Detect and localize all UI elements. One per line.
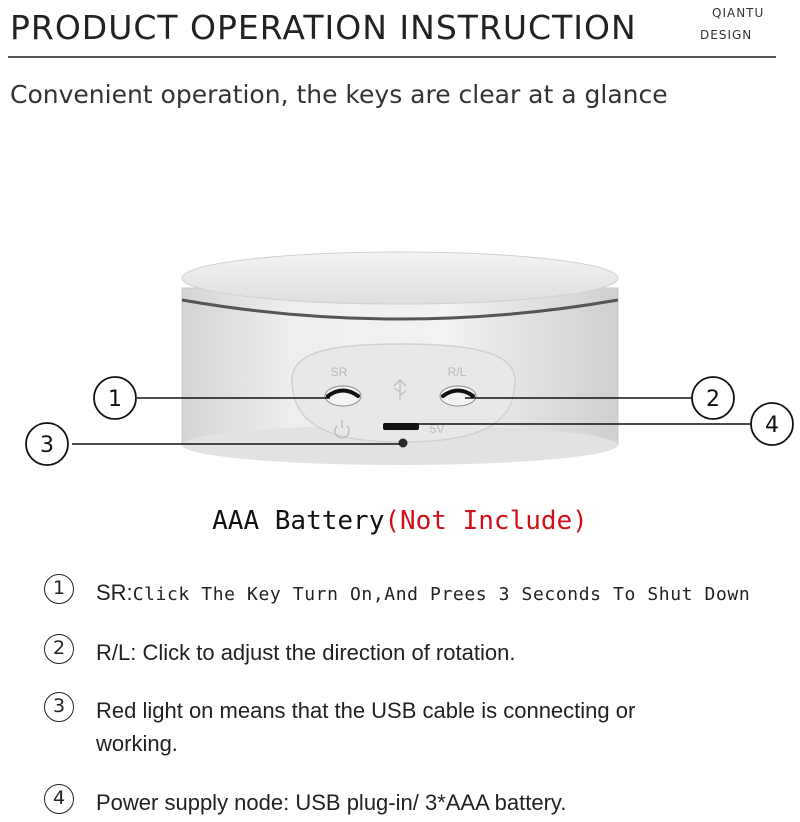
- svg-text:2: 2: [706, 387, 720, 412]
- brand-line-1: QIANTU: [712, 6, 765, 20]
- instruction-body: Click The Key Turn On,And Prees 3 Seconds To Shut Down: [132, 584, 751, 605]
- instruction-number: 3: [44, 692, 74, 722]
- voltage-label: 5V: [429, 422, 445, 436]
- instruction-prefix: SR:: [96, 580, 133, 605]
- instruction-number: 1: [44, 574, 74, 604]
- battery-note: [0, 506, 800, 536]
- instruction-number: 2: [44, 634, 74, 664]
- rl-button[interactable]: [440, 386, 476, 406]
- instruction-text: R/L: Click to adjust the direction of rotation.: [96, 640, 516, 665]
- battery-not-included: (Not Include): [384, 506, 588, 536]
- battery-label: AAA Battery: [212, 506, 385, 536]
- callout-4: [751, 403, 793, 445]
- instruction-text: Red light on means that the USB cable is connecting or working.: [96, 698, 636, 756]
- page-title: PRODUCT OPERATION INSTRUCTION: [10, 8, 637, 47]
- instruction-number: 4: [44, 784, 74, 814]
- svg-text:3: 3: [40, 433, 54, 458]
- instruction-text: [96, 576, 796, 611]
- callout-1: [94, 377, 136, 419]
- brand-logo: [700, 2, 796, 46]
- callout-2: [692, 377, 734, 419]
- header-divider: [8, 56, 776, 58]
- page-subtitle: Convenient operation, the keys are clear at a glance: [10, 80, 668, 109]
- instruction-text: Power supply node: USB plug-in/ 3*AAA battery.: [96, 790, 567, 815]
- svg-text:1: 1: [108, 387, 122, 412]
- turntable-top: [182, 252, 618, 304]
- sr-button[interactable]: [325, 386, 361, 406]
- product-illustration: [0, 230, 800, 480]
- svg-text:4: 4: [765, 413, 779, 438]
- indicator-light: [399, 439, 408, 448]
- sr-button-label: SR: [330, 365, 348, 379]
- callout-3: [26, 423, 68, 465]
- brand-line-2: DESIGN: [700, 28, 753, 42]
- rl-button-label: R/L: [447, 365, 467, 379]
